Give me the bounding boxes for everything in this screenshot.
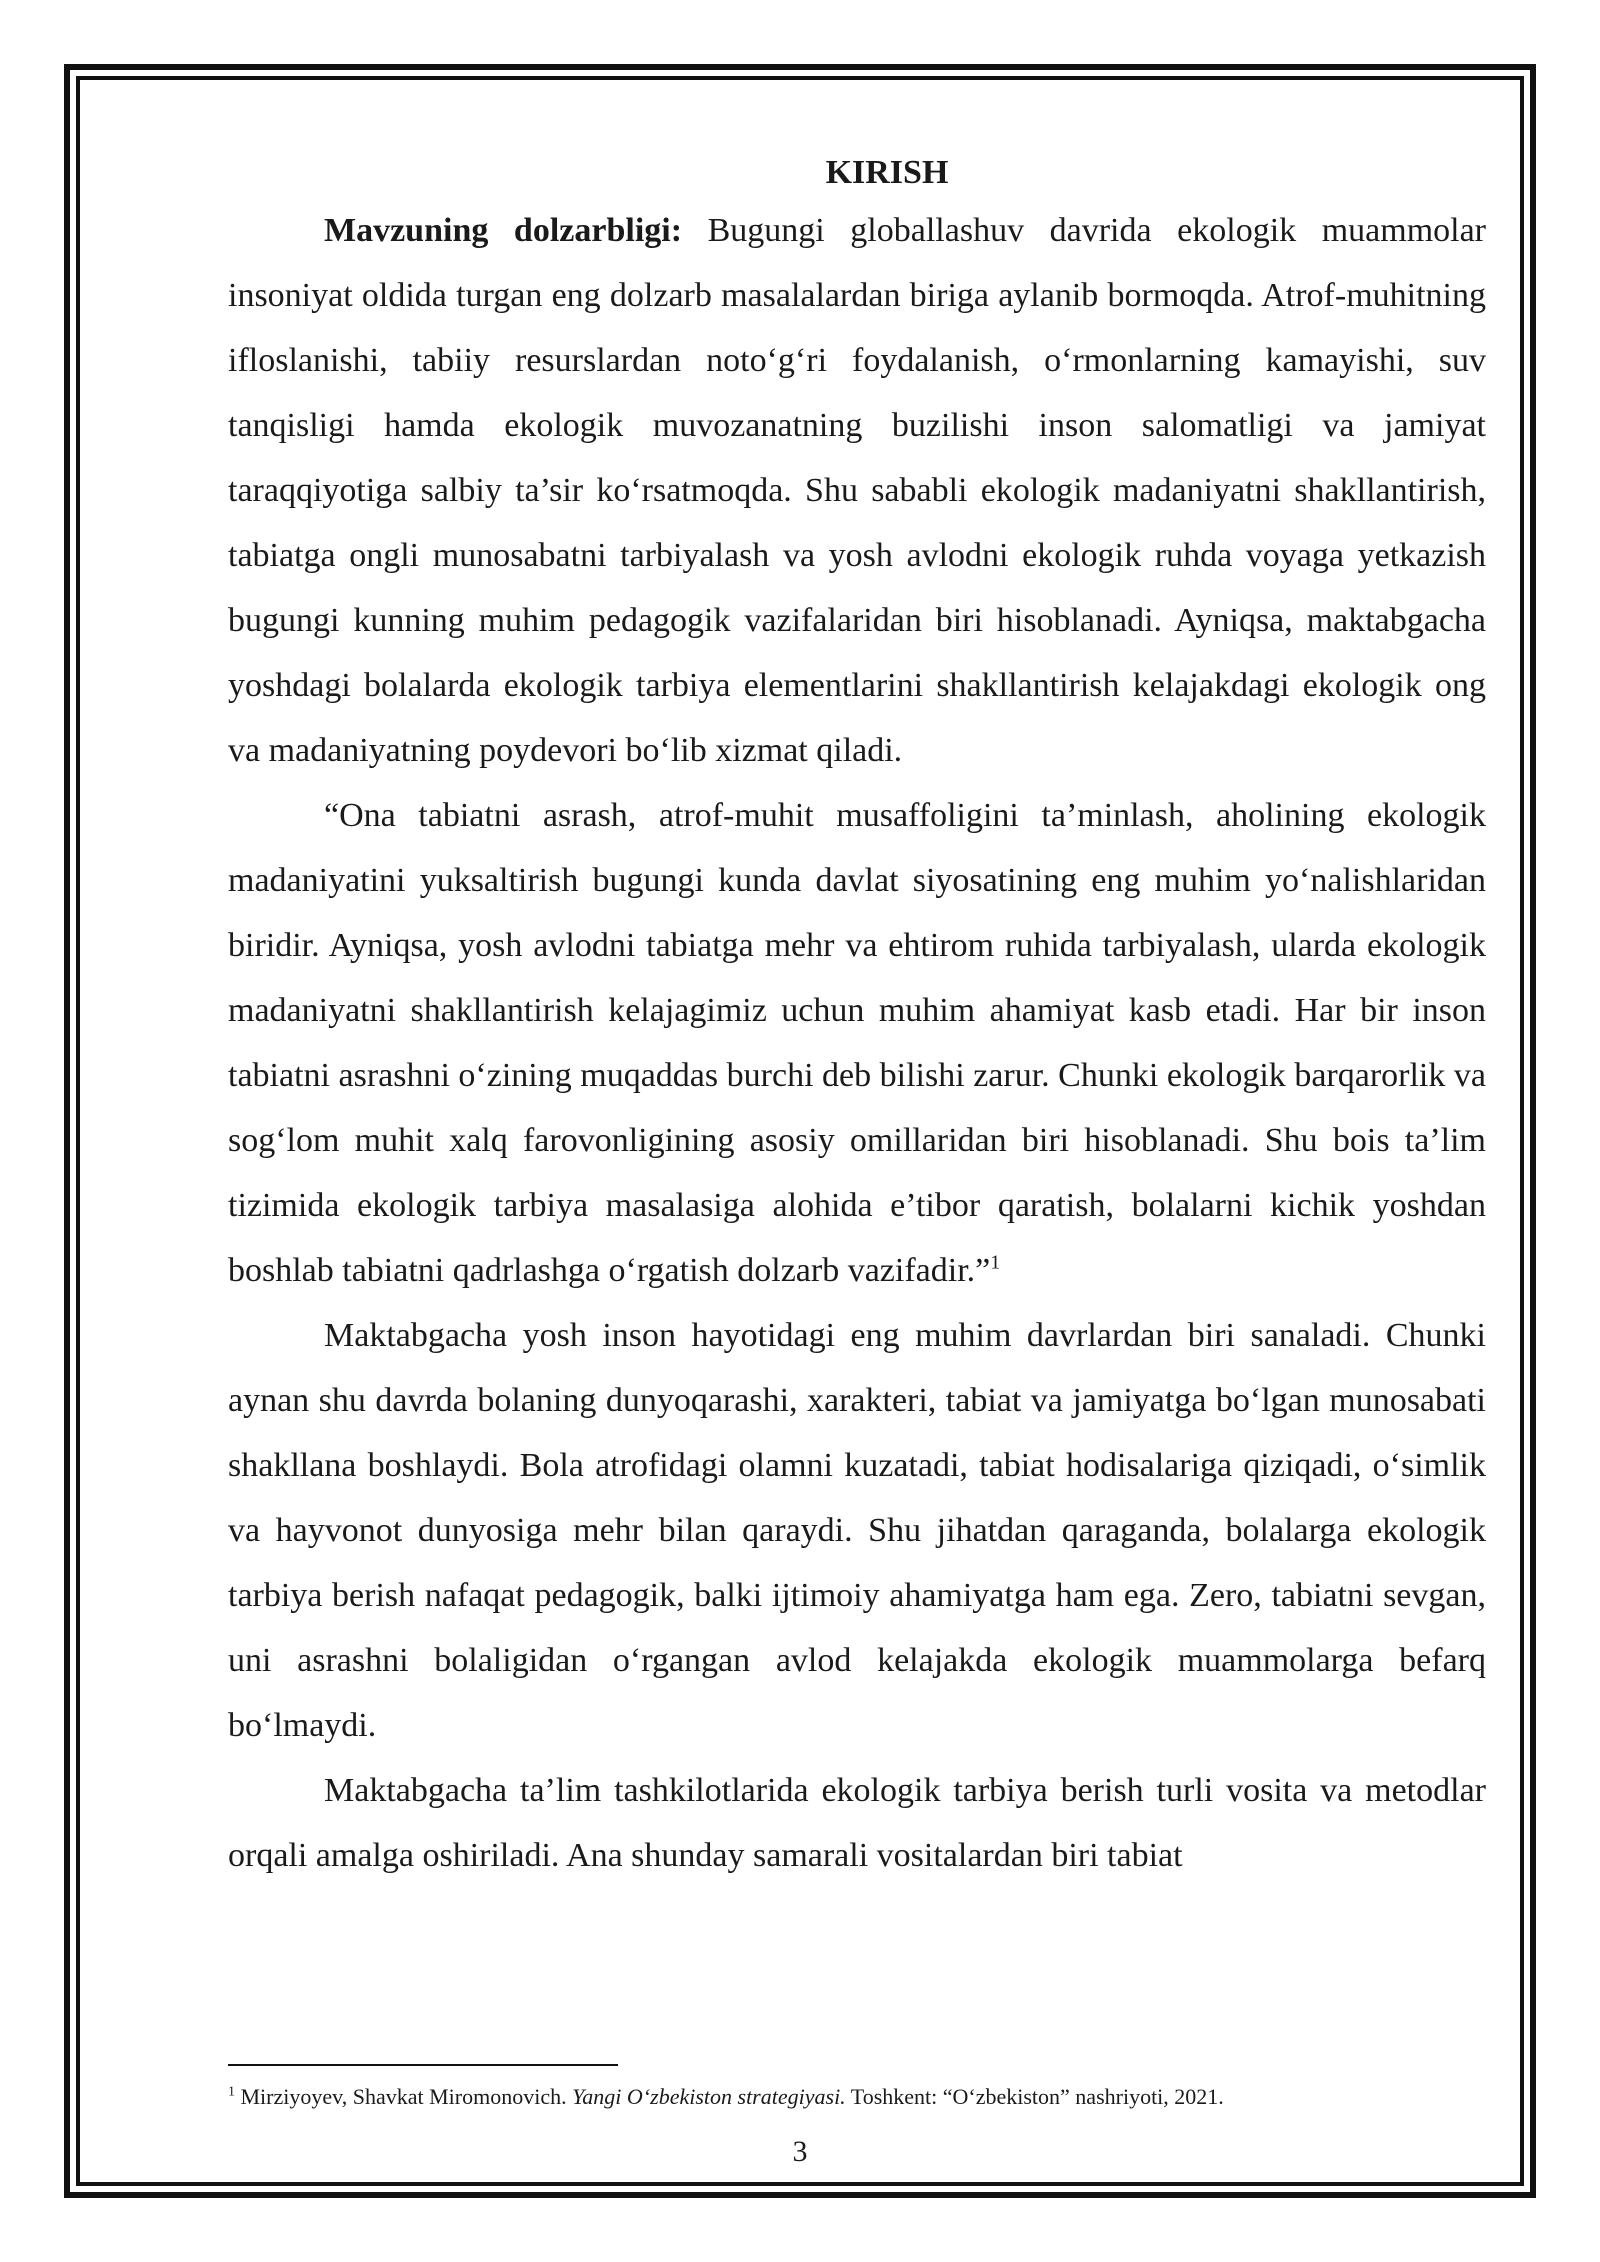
footnote-publication: Toshkent: “O‘zbekiston” nashriyoti, 2021. <box>845 2084 1224 2109</box>
footnote-separator <box>228 2064 618 2066</box>
quote-text: “Ona tabiatni asrash, atrof-muhit musaffoligini ta’minlash, aholining ekologik madaniyatini yuksaltirish bugungi kunda davlat siyosatining eng muhim yo‘nalishlaridan biridir. Ayniqsa, yosh avlodni tabiatga mehr va ehtirom ruhida tarbiyalash, ularda ekologik madaniyatni shakllantirish kelajagimiz uchun muhim ahamiyat kasb etadi. Har bir inson tabiatni asrashni o‘zining muqaddas burchi deb bilishi zarur. Chunki ekologik barqarorlik va sog‘lom muhit xalq farovonligining asosiy omillaridan biri hisoblanadi. Shu bois ta’lim tizimida ekologik tarbiya masalasiga alohida e’tibor qaratish, bolalarni kichik yoshdan boshlab tabiatni qadrlashga o‘rgatish dolzarb vazifadir.” <box>228 797 1486 1289</box>
page-number: 3 <box>792 2135 808 2168</box>
paragraph-quote <box>228 783 1486 1303</box>
paragraph-relevance <box>228 198 1486 783</box>
paragraph-text: Maktabgacha yosh inson hayotidagi eng muhim davrlardan biri sanaladi. Chunki aynan shu davrda bolaning dunyoqarashi, xarakteri, tabiat va jamiyatga bo‘lgan munosabati shakllana boshlaydi. Bola atrofidagi olamni kuzatadi, tabiat hodisalariga qiziqadi, o‘simlik va hayvonot dunyosiga mehr bilan qaraydi. Shu jihatdan qaraganda, bolalarga ekologik tarbiya berish nafaqat pedagogik, balki ijtimoiy ahamiyatga ham ega. Zero, tabiatni sevgan, uni asrashni bolaligidan o‘rgangan avlod kelajakda ekologik muammolarga befarq bo‘lmaydi. <box>228 1317 1486 1744</box>
footnote <box>228 2082 1486 2112</box>
paragraph-text: Bugungi globallashuv davrida ekologik muammolar insoniyat oldida turgan eng dolzarb masalalardan biriga aylanib bormoqda. Atrof-muhitning ifloslanishi, tabiiy resurslardan noto‘g‘ri foydalanish, o‘rmonlarning kamayishi, suv tanqisligi hamda ekologik muvozanatning buzilishi inson salomatligi va jamiyat taraqqiyotiga salbiy ta’sir ko‘rsatmoqda. Shu sababli ekologik madaniyatni shakllantirish, tabiatga ongli munosabatni tarbiyalash va yosh avlodni ekologik ruhda voyaga yetkazish bugungi kunning muhim pedagogik vazifalaridan biri hisoblanadi. Ayniqsa, maktabgacha yoshdagi bolalarda ekologik tarbiya elementlarini shakllantirish kelajakdagi ekologik ong va madaniyatning poydevori bo‘lib xizmat qiladi. <box>228 212 1486 769</box>
paragraph-text: Maktabgacha ta’lim tashkilotlarida ekologik tarbiya berish turli vosita va metodlar orqali amalga oshiriladi. Ana shunday samarali vositalardan biri tabiat <box>228 1772 1486 1874</box>
paragraph-preschool-age <box>228 1303 1486 1758</box>
footnote-author: Mirziyoyev, Shavkat Miromonovich. <box>235 2084 573 2109</box>
footnote-title: Yangi O‘zbekiston strategiyasi. <box>572 2084 846 2109</box>
footnote-number: 1 <box>228 2084 235 2100</box>
paragraph-lead: Mavzuning dolzarbligi: <box>324 212 683 249</box>
section-heading: KIRISH <box>825 154 949 191</box>
paragraph-methods <box>228 1758 1486 1888</box>
page-body <box>228 148 1486 1888</box>
footnote-reference[interactable]: 1 <box>990 1251 1001 1274</box>
